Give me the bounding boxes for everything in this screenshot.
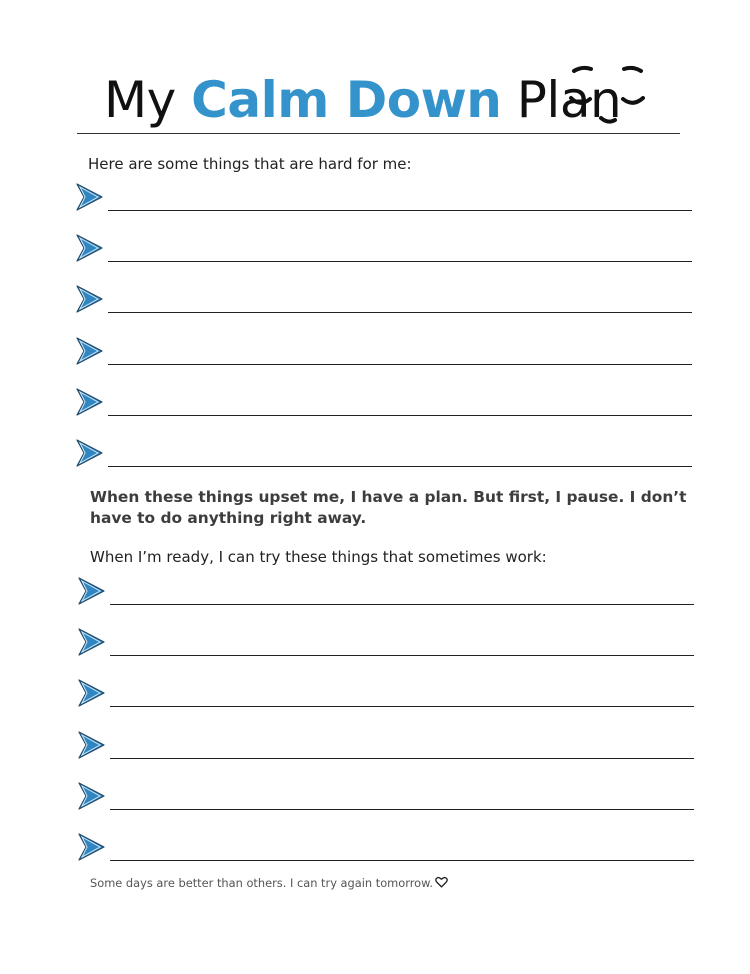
pause-note: When these things upset me, I have a plan. But first, I pause. I don’t have to do anything right away. <box>90 488 687 527</box>
blank-write-line[interactable] <box>110 604 694 605</box>
title-calm-down: Calm Down <box>191 71 502 129</box>
blank-write-line[interactable] <box>108 210 692 211</box>
blank-write-line[interactable] <box>108 415 692 416</box>
thing-that-works-row <box>78 730 694 762</box>
arrow-chevron-icon <box>78 832 106 862</box>
arrow-chevron-icon <box>76 182 104 212</box>
hard-things-prompt: Here are some things that are hard for me: <box>88 155 412 173</box>
arrow-chevron-icon <box>76 336 104 366</box>
blank-write-line[interactable] <box>110 655 694 656</box>
blank-write-line[interactable] <box>108 312 692 313</box>
blank-write-line[interactable] <box>110 860 694 861</box>
hard-thing-row <box>76 336 692 368</box>
arrow-chevron-icon <box>78 730 106 760</box>
hard-thing-row <box>76 438 692 470</box>
arrow-chevron-icon <box>76 387 104 417</box>
arrow-chevron-icon <box>78 678 106 708</box>
blank-write-line[interactable] <box>108 261 692 262</box>
hard-thing-row <box>76 387 692 419</box>
thing-that-works-row <box>78 781 694 813</box>
arrow-chevron-icon <box>76 438 104 468</box>
heart-outline-icon <box>435 876 448 888</box>
blank-write-line[interactable] <box>110 809 694 810</box>
thing-that-works-row <box>78 832 694 864</box>
thing-that-works-row <box>78 576 694 608</box>
blank-write-line[interactable] <box>108 364 692 365</box>
arrow-chevron-icon <box>78 781 106 811</box>
blank-write-line[interactable] <box>110 706 694 707</box>
arrow-chevron-icon <box>76 284 104 314</box>
title-plan: Plan <box>516 71 622 129</box>
footer-text: Some days are better than others. I can try again tomorrow. <box>90 876 434 890</box>
page-title <box>104 70 621 130</box>
title-my: My <box>104 71 176 129</box>
hard-thing-row <box>76 233 692 265</box>
hard-thing-row <box>76 284 692 316</box>
arrow-chevron-icon <box>78 627 106 657</box>
hard-thing-row <box>76 182 692 214</box>
sleepy-smile-face-icon <box>566 64 648 128</box>
thing-that-works-row <box>78 627 694 659</box>
title-underline <box>77 133 680 134</box>
blank-write-line[interactable] <box>108 466 692 467</box>
footer-note <box>90 876 448 890</box>
arrow-chevron-icon <box>76 233 104 263</box>
things-that-work-prompt: When I’m ready, I can try these things that sometimes work: <box>90 548 547 566</box>
thing-that-works-row <box>78 678 694 710</box>
arrow-chevron-icon <box>78 576 106 606</box>
blank-write-line[interactable] <box>110 758 694 759</box>
